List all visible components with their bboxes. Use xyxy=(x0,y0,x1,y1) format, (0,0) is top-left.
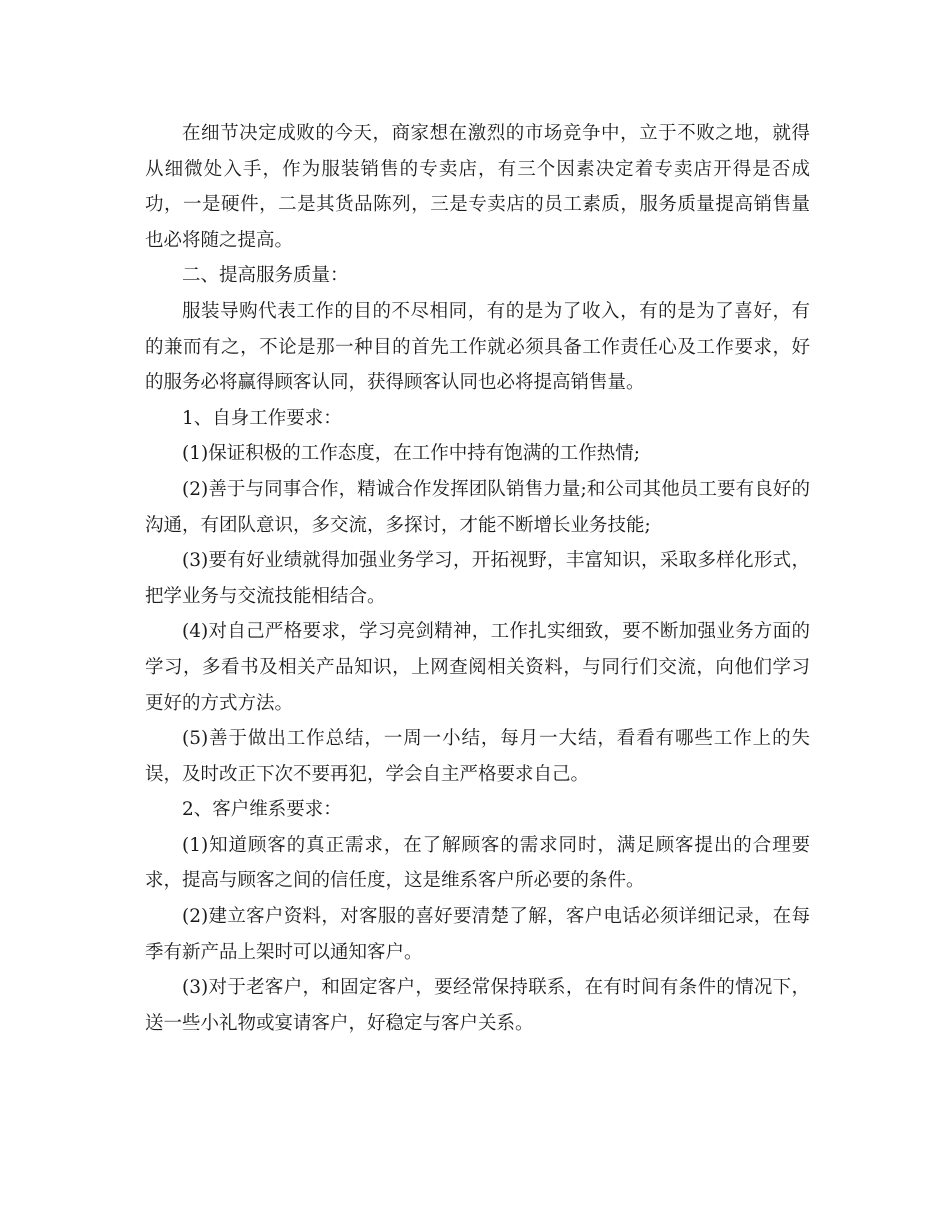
subsection-heading-customer-maintenance: 2、客户维系要求： xyxy=(182,799,342,821)
self-requirement-item-3: (3)要有好业绩就得加强业务学习，开拓视野，丰富知识，采取多样化形式，把学业务与交流技能相结合。 xyxy=(145,550,810,607)
customer-requirement-item-3: (3)对于老客户，和固定客户，要经常保持联系，在有时间有条件的情况下，送一些小礼物或宴请客户，好稳定与客户关系。 xyxy=(145,977,810,1034)
document-body xyxy=(145,116,810,1041)
intro-paragraph: 在细节决定成败的今天，商家想在激烈的市场竞争中，立于不败之地，就得从细微处入手，作为服装销售的专卖店，有三个因素决定着专卖店开得是否成功，一是硬件，二是其货品陈列，三是专卖店的员工素质，服务质量提高销售量也必将随之提高。 xyxy=(145,123,810,251)
self-requirement-item-4: (4)对自己严格要求，学习亮剑精神，工作扎实细致，要不断加强业务方面的学习，多看书及相关产品知识，上网查阅相关资料，与同行们交流，向他们学习更好的方式方法。 xyxy=(145,621,810,714)
service-purpose-paragraph: 服装导购代表工作的目的不尽相同，有的是为了收入，有的是为了喜好，有的兼而有之，不论是那一种目的首先工作就必须具备工作责任心及工作要求，好的服务必将赢得顾客认同，获得顾客认同也必将提高销售量。 xyxy=(145,300,810,394)
subsection-heading-self-requirements: 1、自身工作要求： xyxy=(182,407,342,429)
customer-requirement-item-2: (2)建立客户资料，对客服的喜好要清楚了解，客户电话必须详细记录，在每季有新产品上架时可以通知客户。 xyxy=(145,906,810,963)
customer-requirement-item-1: (1)知道顾客的真正需求，在了解顾客的需求同时，满足顾客提出的合理要求，提高与顾客之间的信任度，这是维系客户所必要的条件。 xyxy=(145,834,810,892)
self-requirement-item-5: (5)善于做出工作总结，一周一小结，每月一大结，看看有哪些工作上的失误，及时改正下次不要再犯，学会自主严格要求自己。 xyxy=(145,728,810,785)
self-requirement-item-1: (1)保证积极的工作态度，在工作中持有饱满的工作热情; xyxy=(182,443,640,465)
section-heading-service-quality: 二、提高服务质量： xyxy=(182,265,349,287)
self-requirement-item-2: (2)善于与同事合作，精诚合作发挥团队销售力量;和公司其他员工要有良好的沟通，有团队意识，多交流，多探讨，才能不断增长业务技能; xyxy=(145,478,810,536)
